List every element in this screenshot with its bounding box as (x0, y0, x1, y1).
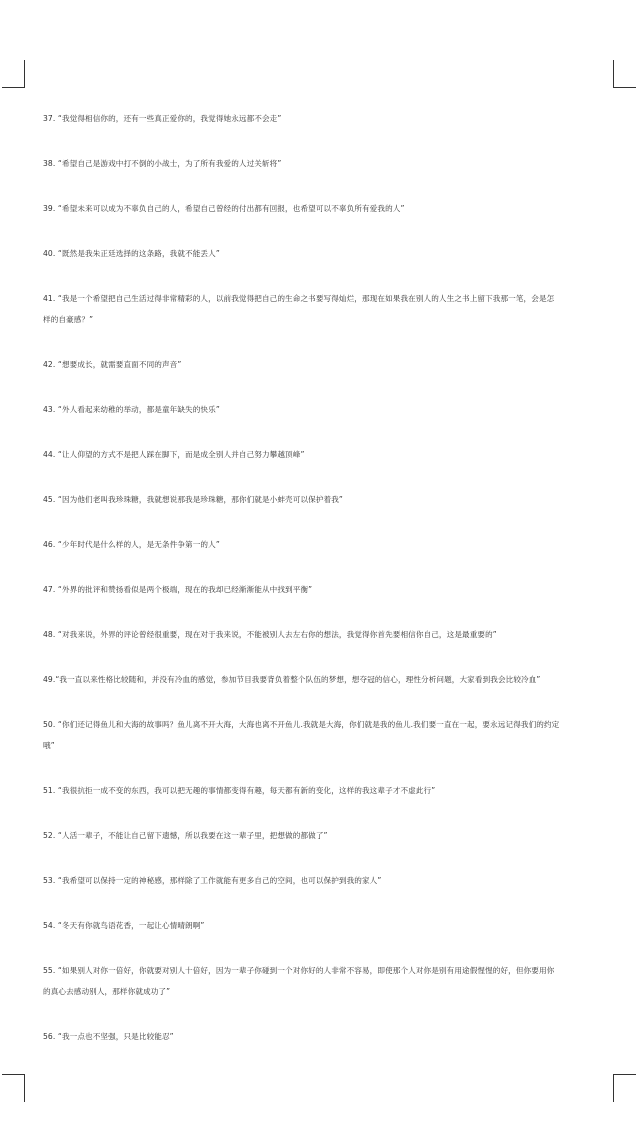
list-item (43, 960, 603, 1002)
crop-mark-top-right-vertical (613, 60, 614, 88)
list-item (43, 489, 603, 510)
item-text: “想要成长，就需要直面不同的声音” (57, 360, 182, 369)
list-item (43, 198, 603, 219)
crop-mark-bottom-left-horizontal (2, 1074, 24, 1075)
item-line (43, 288, 603, 309)
item-number: 46. (43, 540, 56, 549)
item-number: 48. (43, 630, 56, 639)
list-item (43, 624, 603, 645)
item-text: “我希望可以保持一定的神秘感，那样除了工作就能有更多自己的空间，也可以保护到我的家人” (57, 876, 382, 885)
item-number: 41. (43, 294, 56, 303)
quote-list (43, 108, 603, 1047)
list-item (43, 534, 603, 555)
item-text: “希望未来可以成为不辜负自己的人，希望自己曾经的付出都有回报，也希望可以不辜负所有爱我的人” (57, 204, 405, 213)
item-text: “你们还记得鱼儿和大海的故事吗？鱼儿离不开大海，大海也离不开鱼儿.我就是大海，你们就是我的鱼儿.我们要一直在一起，要永远记得我们的约定 (57, 720, 560, 729)
list-item (43, 714, 603, 756)
item-number: 40. (43, 249, 56, 258)
list-item (43, 243, 603, 264)
item-text: “我一点也不坚强，只是比较能忍” (57, 1032, 174, 1041)
item-text: “少年时代是什么样的人，是无条件争第一的人” (57, 540, 220, 549)
item-text: “冬天有你就鸟语花香，一起让心情晴朗啊” (57, 921, 205, 930)
list-item (43, 915, 603, 936)
item-text: “因为他们老叫我珍珠糖，我就想说那我是珍珠糖，那你们就是小蚌壳可以保护着我” (57, 495, 343, 504)
item-number: 49. (43, 675, 56, 684)
list-item (43, 870, 603, 891)
item-number: 53. (43, 876, 56, 885)
list-item (43, 579, 603, 600)
crop-mark-top-left-vertical (24, 60, 25, 88)
crop-mark-top-right-horizontal (614, 87, 636, 88)
item-text: “让人仰望的方式不是把人踩在脚下，而是成全别人并自己努力攀越顶峰” (57, 450, 305, 459)
list-item (43, 399, 603, 420)
item-text: “如果别人对你一倍好，你就要对别人十倍好，因为一辈子你碰到一个对你好的人非常不容易，即使那个人对你是别有用途假惺惺的好，但你要用你 (57, 966, 555, 975)
item-text: “对我来说，外界的评论曾经很重要，现在对于我来说，不能被别人去左右你的想法，我觉得你首先要相信你自己，这是最重要的” (57, 630, 497, 639)
item-text: “我一直以来性格比较随和，并没有冷血的感觉，参加节目我要背负着整个队伍的梦想，想夺冠的信心，理性分析问题，大家看到我会比较冷血” (55, 675, 541, 684)
crop-mark-bottom-left-vertical (24, 1074, 25, 1102)
list-item (43, 354, 603, 375)
item-number: 52. (43, 831, 56, 840)
item-number: 54. (43, 921, 56, 930)
list-item (43, 1026, 603, 1047)
item-line (43, 714, 603, 735)
item-number: 39. (43, 204, 56, 213)
list-item (43, 825, 603, 846)
item-number: 51. (43, 786, 56, 795)
crop-mark-bottom-right-horizontal (614, 1074, 636, 1075)
list-item (43, 444, 603, 465)
item-text: “希望自己是游戏中打不倒的小战士，为了所有我爱的人过关斩将” (57, 159, 282, 168)
item-text: “我是一个希望把自己生活过得非常精彩的人，以前我觉得把自己的生命之书要写得灿烂，那现在如果我在别人的人生之书上留下我那一笔，会是怎 (57, 294, 555, 303)
item-number: 42. (43, 360, 56, 369)
item-text: “我觉得相信你的，还有一些真正爱你的，我觉得她永远都不会走” (57, 114, 282, 123)
item-number: 50. (43, 720, 56, 729)
crop-mark-top-left-horizontal (2, 87, 24, 88)
item-line (43, 960, 603, 981)
item-line-continued: 样的自豪感？” (43, 315, 94, 324)
list-item (43, 780, 603, 801)
item-number: 37. (43, 114, 56, 123)
list-item (43, 153, 603, 174)
item-number: 43. (43, 405, 56, 414)
item-text: “人活一辈子，不能让自己留下遗憾，所以我要在这一辈子里，把想做的都做了” (57, 831, 328, 840)
item-number: 45. (43, 495, 56, 504)
item-number: 47. (43, 585, 56, 594)
item-text: “我很抗拒一成不变的东西，我可以把无趣的事情都变得有趣，每天都有新的变化，这样的我这辈子才不虚此行” (57, 786, 436, 795)
item-number: 44. (43, 450, 56, 459)
item-line-continued: 哦” (43, 741, 55, 750)
list-item (43, 288, 603, 330)
item-line-continued: 的真心去感动别人，那样你就成功了” (43, 987, 171, 996)
item-text: “外人看起来幼稚的举动，都是童年缺失的快乐” (57, 405, 220, 414)
list-item (43, 669, 603, 690)
item-number: 38. (43, 159, 56, 168)
item-text: “既然是我朱正廷选择的这条路，我就不能丢人” (57, 249, 220, 258)
item-text: “外界的批评和赞扬看似是两个极端，现在的我却已经渐渐能从中找到平衡” (57, 585, 313, 594)
item-number: 55. (43, 966, 56, 975)
item-number: 56. (43, 1032, 56, 1041)
list-item (43, 108, 603, 129)
crop-mark-bottom-right-vertical (613, 1074, 614, 1102)
